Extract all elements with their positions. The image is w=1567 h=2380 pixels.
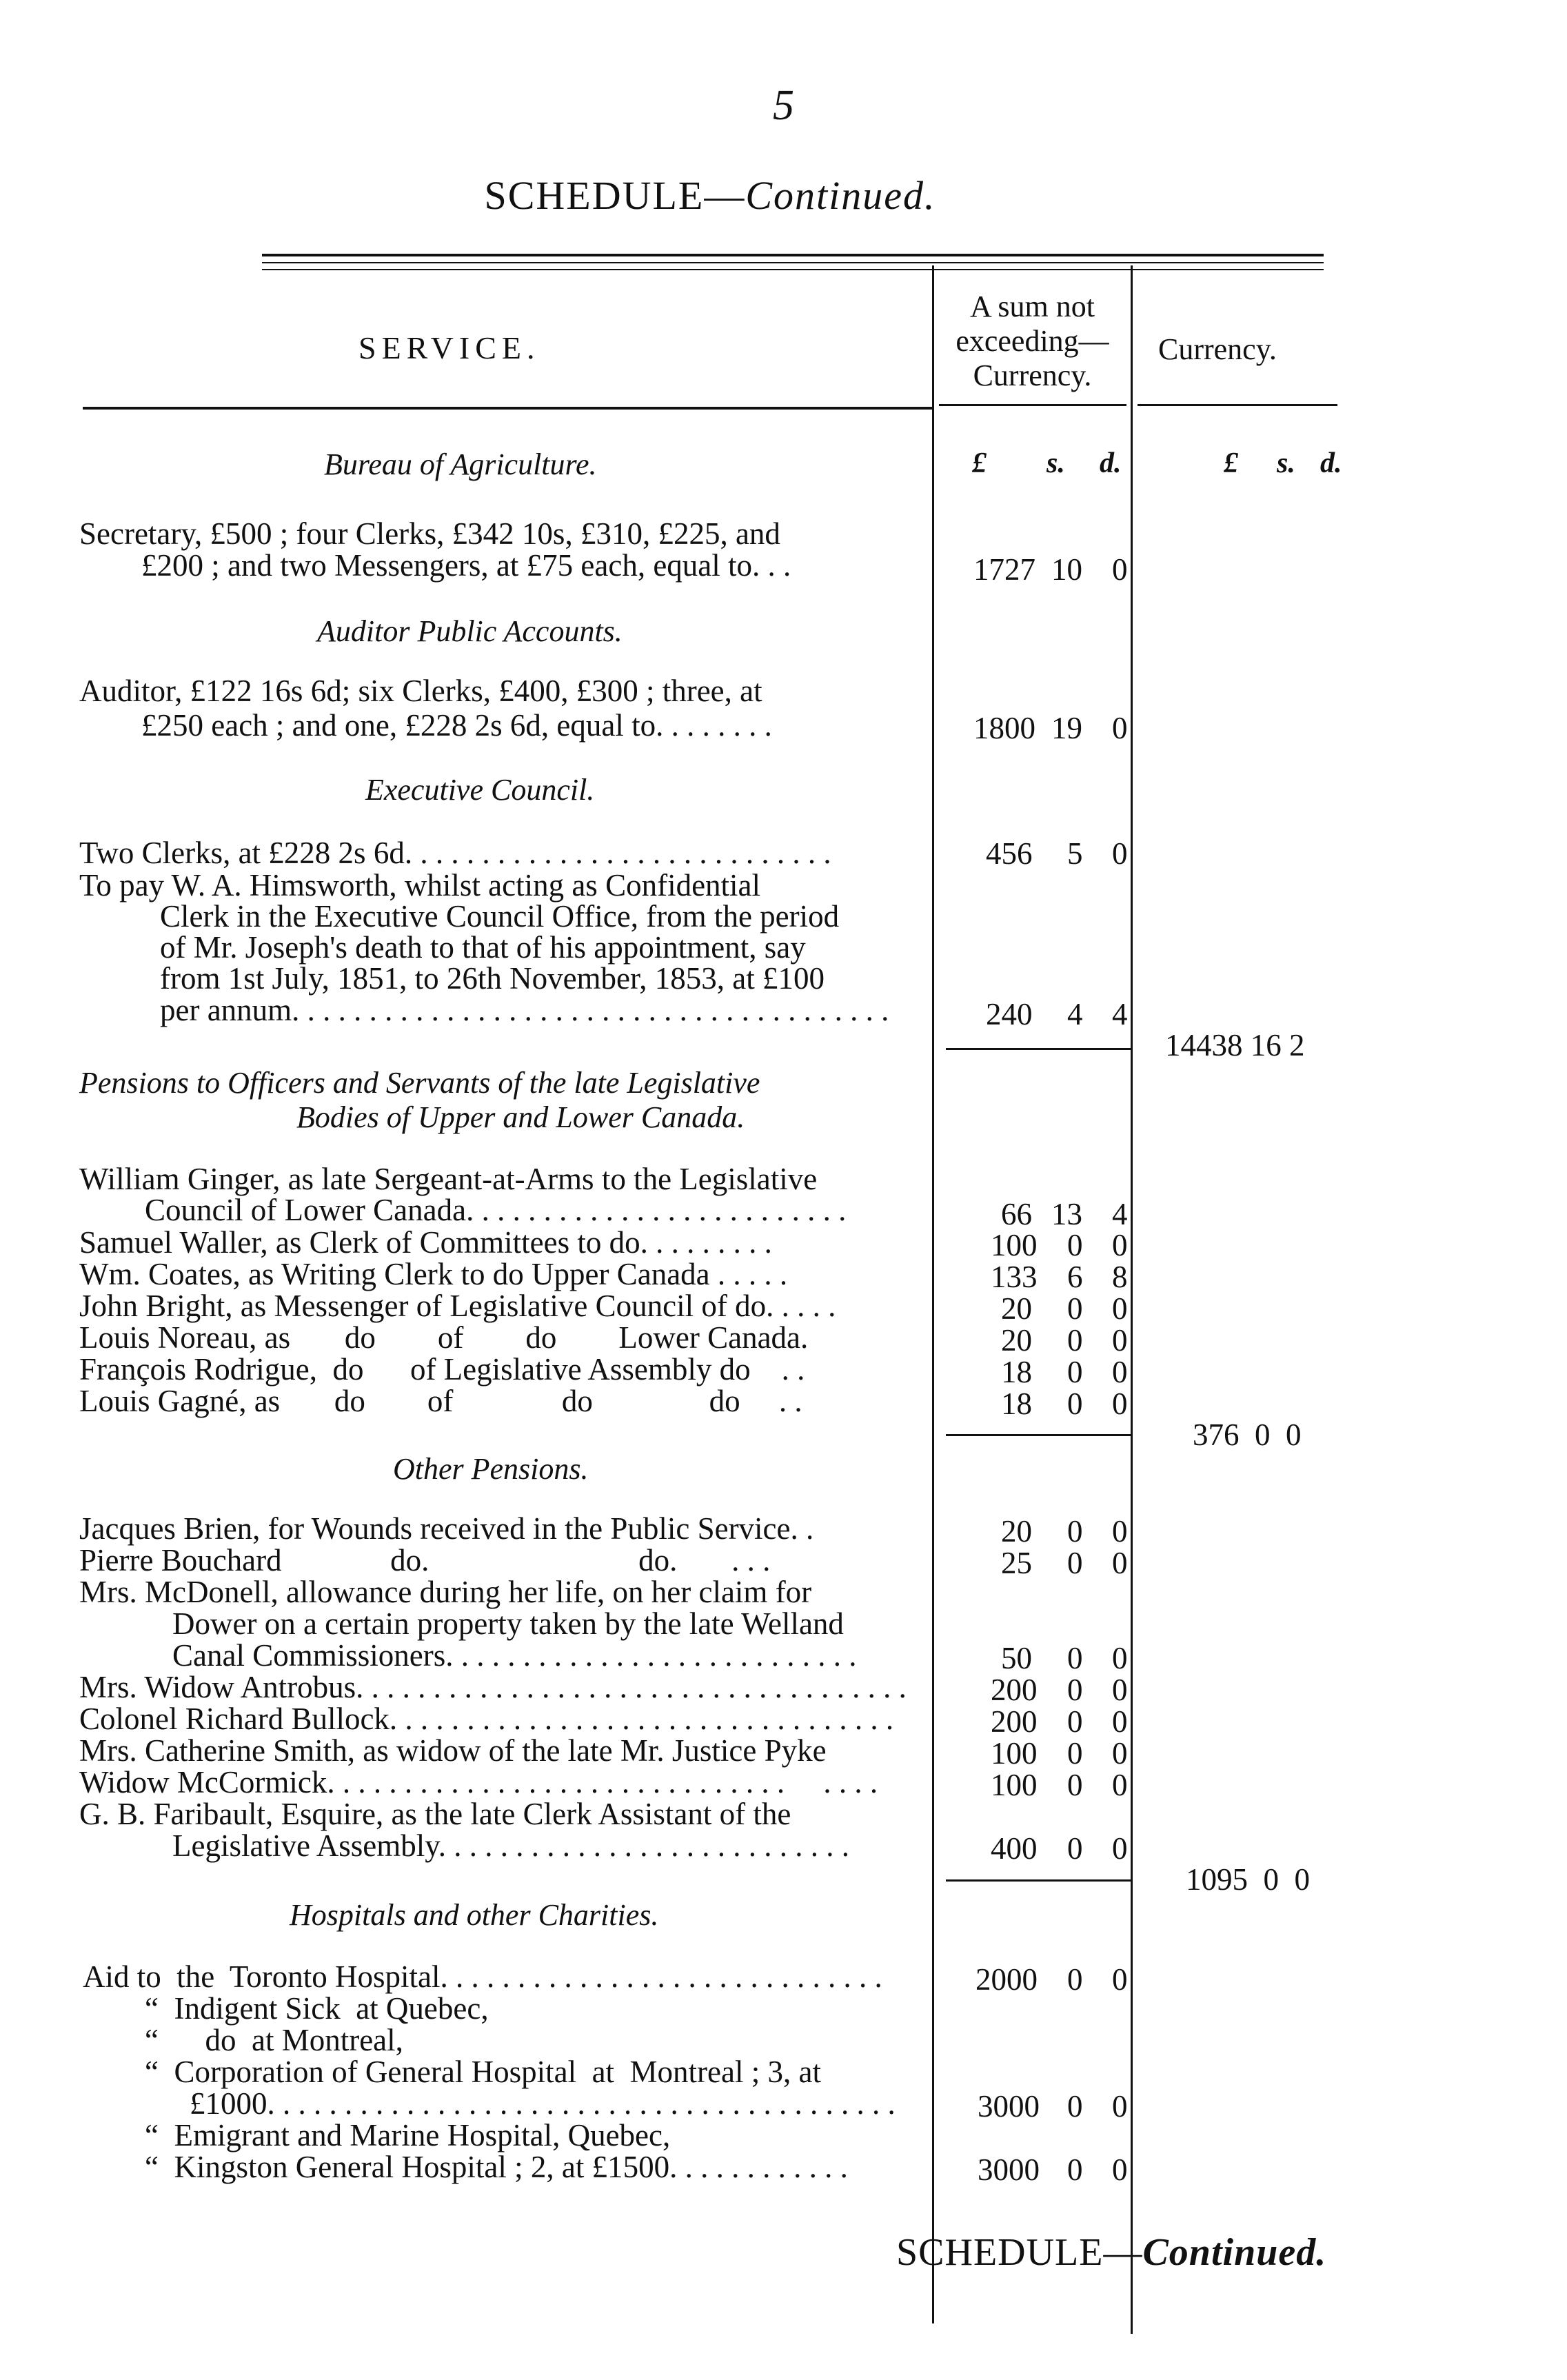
- amount-oth2-pence: 0: [1112, 1546, 1128, 1580]
- amount-exec2-pence: 4: [1112, 997, 1128, 1031]
- entry-agri-line2: £200 ; and two Messengers, at £75 each, equal to. . .: [141, 548, 791, 583]
- entry-oth3-line1: Mrs. McDonell, allowance during her life, on her claim for: [79, 1575, 812, 1609]
- unit-pence: d.: [1100, 447, 1122, 479]
- amount-pen2-pounds: 100: [991, 1228, 1038, 1262]
- subtotal-rule-2: [946, 1434, 1132, 1436]
- entry-pen5: Louis Noreau, as do of do Lower Canada.: [79, 1320, 809, 1355]
- entry-pen4: John Bright, as Messenger of Legislative Council of do. . . . .: [79, 1289, 836, 1323]
- entry-oth8-line1: G. B. Faribault, Esquire, as the late Clerk Assistant of the: [79, 1797, 791, 1831]
- header-underline-sum: [939, 404, 1126, 406]
- entry-hos4: “ Corporation of General Hospital at Montreal ; 3, at: [145, 2055, 821, 2089]
- amount-pen4-pounds: 20: [1001, 1291, 1032, 1326]
- amount-exec2-pounds: 240: [986, 997, 1033, 1031]
- amount-pen1-pence: 4: [1112, 1197, 1128, 1231]
- amount-oth7-pounds: 100: [991, 1768, 1038, 1802]
- entry-exec-line5: from 1st July, 1851, to 26th November, 1853, at £100: [160, 961, 825, 996]
- entry-exec-line3: Clerk in the Executive Council Office, from the period: [160, 899, 840, 934]
- amount-exec1-pounds: 456: [986, 836, 1033, 871]
- entry-oth1: Jacques Brien, for Wounds received in the Public Service. .: [79, 1511, 814, 1546]
- amount-agri-shillings: 10: [1051, 552, 1082, 587]
- entry-hos6: “ Emigrant and Marine Hospital, Quebec,: [145, 2118, 671, 2152]
- amount-hos7-pounds: 3000: [978, 2152, 1040, 2187]
- amount-oth8-pence: 0: [1112, 1831, 1128, 1866]
- amount-aud-pounds: 1800: [973, 711, 1035, 745]
- amount-agri-pence: 0: [1112, 552, 1128, 587]
- entry-oth6: Mrs. Catherine Smith, as widow of the late Mr. Justice Pyke: [79, 1733, 827, 1768]
- amount-agri-pounds: 1727: [973, 552, 1035, 587]
- entry-hos7: “ Kingston General Hospital ; 2, at £1500. . . . . . . . . . . .: [145, 2150, 848, 2184]
- amount-pen7-shillings: 0: [1067, 1386, 1083, 1421]
- amount-pen3-shillings: 6: [1067, 1260, 1083, 1294]
- amount-oth4-pounds: 200: [991, 1673, 1038, 1707]
- unit-pounds: £: [972, 447, 987, 479]
- amount-pen3-pounds: 133: [991, 1260, 1038, 1294]
- section-other-pensions: Other Pensions.: [393, 1452, 589, 1486]
- amount-hos5-pence: 0: [1112, 2089, 1128, 2124]
- top-rule-thick: [262, 254, 1324, 256]
- top-rule-thin: [262, 262, 1324, 263]
- section-executive: Executive Council.: [365, 773, 595, 807]
- amount-hos7-shillings: 0: [1067, 2152, 1083, 2187]
- page-title: SCHEDULE—Continued.: [484, 173, 936, 218]
- amount-hos7-pence: 0: [1112, 2152, 1128, 2187]
- amount-oth8-pounds: 400: [991, 1831, 1038, 1866]
- amount-pen7-pounds: 18: [1001, 1386, 1032, 1421]
- entry-agri-line1: Secretary, £500 ; four Clerks, £342 10s, £310, £225, and: [79, 516, 780, 551]
- entry-oth5: Colonel Richard Bullock. . . . . . . . . . . . . . . . . . . . . . . . . . . . . . . . .: [79, 1702, 894, 1736]
- header-underline-currency: [1138, 404, 1337, 406]
- entry-hos3: “ do at Montreal,: [145, 2023, 403, 2057]
- amount-pen5-shillings: 0: [1067, 1323, 1083, 1358]
- amount-oth2-shillings: 0: [1067, 1546, 1083, 1580]
- amount-oth7-shillings: 0: [1067, 1768, 1083, 1802]
- entry-pen1-line1: William Ginger, as late Sergeant-at-Arms to the Legislative: [79, 1162, 818, 1196]
- entry-aud-line2: £250 each ; and one, £228 2s 6d, equal to. . . . . . . .: [141, 708, 772, 743]
- entry-exec-line6: per annum. . . . . . . . . . . . . . . . . . . . . . . . . . . . . . . . . . . . . . .: [160, 993, 889, 1027]
- col-line-service: [932, 265, 934, 2323]
- entry-pen3: Wm. Coates, as Writing Clerk to do Upper Canada . . . . .: [79, 1257, 788, 1291]
- entry-exec-line4: of Mr. Joseph's death to that of his appointment, say: [160, 930, 806, 965]
- page-number: 5: [773, 82, 794, 129]
- amount-exec1-shillings: 5: [1067, 836, 1083, 871]
- section-hospitals: Hospitals and other Charities.: [290, 1898, 659, 1932]
- unit-pounds-currency: £: [1224, 447, 1238, 479]
- amount-pen6-pounds: 18: [1001, 1355, 1032, 1389]
- amount-pen2-pence: 0: [1112, 1228, 1128, 1262]
- amount-pen5-pence: 0: [1112, 1323, 1128, 1358]
- entry-pen1-line2: Council of Lower Canada. . . . . . . . . . . . . . . . . . . . . . . . .: [145, 1193, 847, 1227]
- amount-hos5-pounds: 3000: [978, 2089, 1040, 2124]
- amount-oth1-pence: 0: [1112, 1514, 1128, 1549]
- amount-aud-pence: 0: [1112, 711, 1128, 745]
- amount-pen4-pence: 0: [1112, 1291, 1128, 1326]
- amount-oth2-pounds: 25: [1001, 1546, 1032, 1580]
- amount-oth6-shillings: 0: [1067, 1736, 1083, 1771]
- amount-pen3-pence: 8: [1112, 1260, 1128, 1294]
- amount-pen7-pence: 0: [1112, 1386, 1128, 1421]
- amount-pen6-pence: 0: [1112, 1355, 1128, 1389]
- entry-oth3-line2: Dower on a certain property taken by the late Welland: [172, 1606, 844, 1641]
- entry-oth7: Widow McCormick. . . . . . . . . . . . . . . . . . . . . . . . . . . . . . . . . .: [79, 1765, 878, 1799]
- footer-schedule-continued: SCHEDULE—Continued.: [896, 2231, 1327, 2274]
- amount-oth7-pence: 0: [1112, 1768, 1128, 1802]
- section-auditor: Auditor Public Accounts.: [317, 614, 623, 648]
- header-sum: A sum not exceeding— Currency.: [956, 290, 1109, 392]
- amount-oth5-pounds: 200: [991, 1704, 1038, 1739]
- amount-oth6-pence: 0: [1112, 1736, 1128, 1771]
- amount-pen4-shillings: 0: [1067, 1291, 1083, 1326]
- header-service: SERVICE.: [358, 330, 540, 365]
- unit-shillings-currency: s.: [1277, 447, 1295, 479]
- amount-oth5-shillings: 0: [1067, 1704, 1083, 1739]
- amount-oth8-shillings: 0: [1067, 1831, 1083, 1866]
- amount-hos1-pounds: 2000: [975, 1962, 1038, 1997]
- entry-oth2: Pierre Bouchard do. do. . . .: [79, 1543, 771, 1577]
- entry-pen6: François Rodrigue, do of Legislative Assembly do . .: [79, 1352, 805, 1386]
- entry-exec-line2: To pay W. A. Himsworth, whilst acting as Confidential: [79, 868, 761, 902]
- unit-shillings: s.: [1047, 447, 1065, 479]
- amount-oth6-pounds: 100: [991, 1736, 1038, 1771]
- unit-pence-currency: d.: [1320, 447, 1342, 479]
- amount-pen6-shillings: 0: [1067, 1355, 1083, 1389]
- amount-hos1-pence: 0: [1112, 1962, 1128, 1997]
- entry-pen2: Samuel Waller, as Clerk of Committees to do. . . . . . . . .: [79, 1225, 772, 1260]
- entry-hos1: Aid to the Toronto Hospital. . . . . . . . . . . . . . . . . . . . . . . . . . . . .: [83, 1959, 882, 1994]
- total-3: 1095 0 0: [1186, 1862, 1310, 1897]
- section-pensions-line1: Pensions to Officers and Servants of the late Legislative: [79, 1066, 760, 1100]
- amount-exec2-shillings: 4: [1067, 997, 1083, 1031]
- amount-oth3-pounds: 50: [1001, 1641, 1032, 1675]
- amount-oth1-shillings: 0: [1067, 1514, 1083, 1549]
- entry-exec-line1: Two Clerks, at £228 2s 6d. . . . . . . . . . . . . . . . . . . . . . . . . . . .: [79, 836, 831, 870]
- amount-exec1-pence: 0: [1112, 836, 1128, 871]
- subtotal-rule-1: [946, 1048, 1132, 1050]
- amount-oth4-shillings: 0: [1067, 1673, 1083, 1707]
- amount-oth3-pence: 0: [1112, 1641, 1128, 1675]
- amount-hos1-shillings: 0: [1067, 1962, 1083, 1997]
- amount-pen5-pounds: 20: [1001, 1323, 1032, 1358]
- amount-oth5-pence: 0: [1112, 1704, 1128, 1739]
- entry-oth3-line3: Canal Commissioners. . . . . . . . . . . . . . . . . . . . . . . . . . .: [172, 1638, 857, 1673]
- entry-oth8-line2: Legislative Assembly. . . . . . . . . . . . . . . . . . . . . . . . . . .: [172, 1828, 850, 1863]
- section-agriculture: Bureau of Agriculture.: [324, 447, 597, 481]
- entry-hos5: £1000. . . . . . . . . . . . . . . . . . . . . . . . . . . . . . . . . . . . . . . . .: [190, 2086, 896, 2121]
- amount-pen1-pounds: 66: [1001, 1197, 1032, 1231]
- header-underline-service: [83, 407, 932, 410]
- col-line-sum: [1131, 265, 1133, 2334]
- entry-oth4: Mrs. Widow Antrobus. . . . . . . . . . . . . . . . . . . . . . . . . . . . . . . . . . . .: [79, 1670, 907, 1704]
- amount-hos5-shillings: 0: [1067, 2089, 1083, 2124]
- amount-oth1-pounds: 20: [1001, 1514, 1032, 1549]
- top-rule-3: [262, 269, 1324, 270]
- total-2: 376 0 0: [1193, 1418, 1302, 1452]
- entry-hos2: “ Indigent Sick at Quebec,: [145, 1991, 489, 2026]
- amount-aud-shillings: 19: [1051, 711, 1082, 745]
- amount-oth4-pence: 0: [1112, 1673, 1128, 1707]
- header-currency: Currency.: [1158, 332, 1277, 366]
- subtotal-rule-3: [946, 1879, 1132, 1882]
- amount-oth3-shillings: 0: [1067, 1641, 1083, 1675]
- amount-pen1-shillings: 13: [1051, 1197, 1082, 1231]
- entry-pen7: Louis Gagné, as do of do do . .: [79, 1384, 802, 1418]
- amount-pen2-shillings: 0: [1067, 1228, 1083, 1262]
- section-pensions-line2: Bodies of Upper and Lower Canada.: [296, 1100, 745, 1134]
- total-1: 14438 16 2: [1165, 1028, 1305, 1062]
- entry-aud-line1: Auditor, £122 16s 6d; six Clerks, £400, £300 ; three, at: [79, 674, 762, 708]
